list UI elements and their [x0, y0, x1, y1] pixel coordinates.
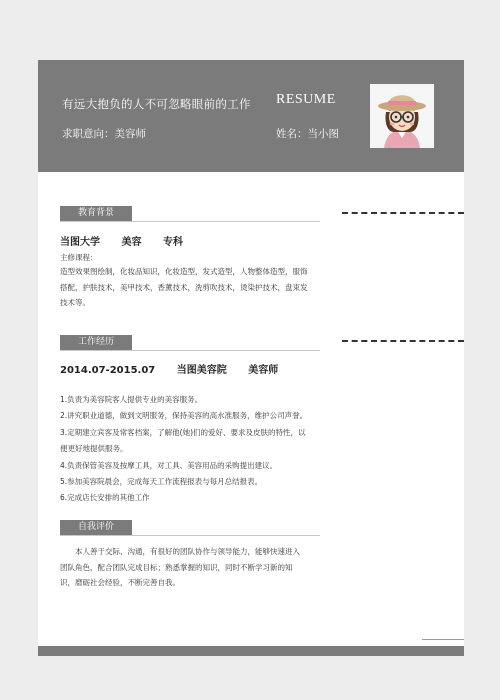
work-period: 2014.07-2015.07	[60, 365, 156, 376]
candidate-name: 姓名：当小图	[276, 128, 339, 140]
education-summary	[60, 233, 201, 248]
list-item: 2.讲究职业道德，做到文明服务，保持美容的高水准服务，维护公司声誉。	[60, 411, 308, 421]
job-position: 美容师	[248, 365, 279, 376]
resume-page	[38, 60, 464, 656]
degree: 专科	[162, 237, 183, 248]
avatar-icon	[370, 84, 434, 148]
section-title-evaluation: 自我评价	[60, 520, 132, 535]
courses-text: 造型效果图绘制，化妆品知识，化妆造型，发式造型，人物整体造型，服饰搭配，护肤技术，美甲技术，香薰技术，洗剪吹技术，烫染护技术，盘束发技术等。	[60, 267, 308, 307]
job-intent: 求职意向：美容师	[62, 128, 146, 140]
company-name: 当图美容院	[176, 365, 227, 376]
courses-label: 主修课程：	[60, 253, 98, 262]
section-underline	[60, 535, 320, 536]
resume-header	[38, 60, 464, 172]
work-summary	[60, 361, 296, 376]
school-name: 当图大学	[60, 237, 100, 248]
list-item: 1.负责为美容院客人提供专业的美容服务。	[60, 395, 203, 404]
resume-title: RESUME	[276, 92, 336, 107]
dashed-divider	[342, 340, 464, 342]
list-item: 6.完成店长安排的其他工作	[60, 493, 150, 503]
list-item: 5.参加美容院晨会，完成每天工作流程报表与每月总结报表。	[60, 477, 263, 487]
dashed-divider	[342, 212, 464, 214]
slogan: 有远大抱负的人不可忽略眼前的工作	[62, 97, 251, 111]
list-item: 3.定期建立宾客及常客档案，了解他(她)们的爱好、要求及皮肤的特性，以便更好地提供服务。	[60, 427, 306, 454]
footer-rule	[422, 639, 464, 640]
footer-bar	[38, 646, 464, 656]
duties-list	[60, 392, 312, 507]
section-title-education: 教育背景	[60, 206, 132, 221]
section-title-work: 工作经历	[60, 335, 132, 350]
list-item: 4.负责保管美容及按摩工具，对工具、美容用品的采购提出建议。	[60, 460, 278, 470]
self-evaluation-text: 本人善于交际、沟通，有很好的团队协作与领导能力，能够快速进入团队角色，配合团队完成目标；熟悉掌握的知识，同时不断学习新的知识，磨砺社会经验，不断完善自我。	[60, 547, 300, 587]
section-underline	[60, 350, 320, 351]
major: 美容	[121, 237, 142, 248]
section-underline	[60, 221, 320, 222]
avatar	[370, 84, 434, 148]
